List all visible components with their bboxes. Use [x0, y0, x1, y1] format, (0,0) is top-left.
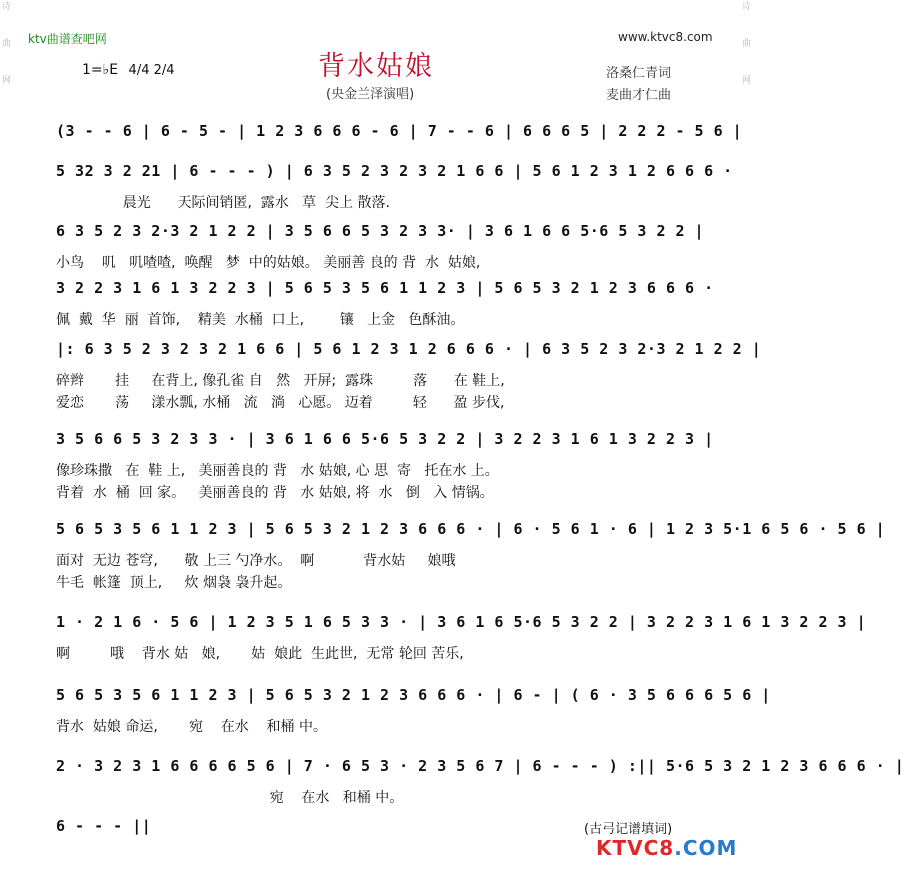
lyric-line: 背水 姑娘 命运, 宛 在水 和桶 中。 [56, 719, 328, 735]
time-signature: 4/4 2/4 [128, 63, 175, 78]
lyric-line: 牛毛 帐篷 顶上, 炊 烟袅 袅升起。 [56, 575, 292, 591]
notation-line: 5 6 5 3 5 6 1 1 2 3 | 5 6 5 3 2 1 2 3 6 6 6 · | 6 - | ( 6 · 3 5 6 6 6 5 6 | [56, 686, 771, 704]
watermark-char: 网 [2, 76, 12, 86]
notation-line: |: 6 3 5 2 3 2 3 2 1 6 6 | 5 6 1 2 3 1 2 6 6 6 · | 6 3 5 2 3 2·3 2 1 2 2 | [56, 340, 762, 358]
notation-line: 2 · 3 2 3 1 6 6 6 6 5 6 | 7 · 6 5 3 · 2 3 5 6 7 | 6 - - - ) :|| 5·6 5 3 2 1 2 3 6 6 6 · | [56, 757, 904, 775]
watermark-char: 曲 [742, 39, 752, 49]
lyric-line: 小鸟 叽 叽喳喳, 唤醒 梦 中的姑娘。 美丽善 良的 背 水 姑娘, [56, 255, 481, 271]
watermark-char: 诗 [2, 2, 12, 12]
lyric-line: 啊 哦 背水 姑 娘, 姑 娘此 生此世, 无常 轮回 苦乐, [56, 646, 464, 662]
notation-line: 6 - - - || [56, 817, 152, 835]
notation-line: 6 3 5 2 3 2·3 2 1 2 2 | 3 5 6 6 5 3 2 3 3· | 3 6 1 6 6 5·6 5 3 2 2 | [56, 222, 705, 240]
site-name[interactable]: ktv曲谱查吧网 [28, 32, 107, 46]
notation-line: 3 5 6 6 5 3 2 3 3 · | 3 6 1 6 6 5·6 5 3 2 2 | 3 2 2 3 1 6 1 3 2 2 3 | [56, 430, 714, 448]
watermark-char: 诗 [742, 2, 752, 12]
transcriber-credit: (古弓记谱填词) [584, 822, 673, 837]
site-logo[interactable] [596, 836, 737, 860]
lyricist-credit: 洛桑仁青词 [606, 66, 672, 81]
composer-credit: 麦曲才仁曲 [606, 88, 672, 103]
lyric-line: 爱恋 荡 漾水瓢, 水桶 流 淌 心愿。 迈着 轻 盈 步伐, [56, 395, 505, 411]
notation-line: 3 2 2 3 1 6 1 3 2 2 3 | 5 6 5 3 5 6 1 1 2 3 | 5 6 5 3 2 1 2 3 6 6 6 · [56, 279, 714, 297]
lyric-line: 背着 水 桶 回 家。 美丽善良的 背 水 姑娘, 将 水 倒 入 情锅。 [56, 485, 494, 501]
lyric-line: 面对 无边 苍穹, 敬 上三 勺净水。 啊 背水姑 娘哦 [56, 553, 456, 569]
watermark-char: 曲 [2, 39, 12, 49]
logo-text: KTVC8 [596, 836, 675, 860]
notation-line: (3 - - 6 | 6 - 5 - | 1 2 3 6 6 6 - 6 | 7 - - 6 | 6 6 6 5 | 2 2 2 - 5 6 | [56, 122, 743, 140]
watermark-char: 网 [742, 76, 752, 86]
notation-line: 1 · 2 1 6 · 5 6 | 1 2 3 5 1 6 5 3 3 · | 3 6 1 6 5·6 5 3 2 2 | 3 2 2 3 1 6 1 3 2 2 3 | [56, 613, 867, 631]
singer-credit: (央金兰泽演唱) [326, 87, 415, 102]
logo-domain: .COM [674, 836, 738, 860]
lyric-line: 像珍珠撒 在 鞋 上, 美丽善良的 背 水 姑娘, 心 思 寄 托在水 上。 [56, 463, 499, 479]
notation-line: 5 6 5 3 5 6 1 1 2 3 | 5 6 5 3 2 1 2 3 6 6 6 · | 6 · 5 6 1 · 6 | 1 2 3 5·1 6 5 6 · 5 6 | [56, 520, 886, 538]
lyric-line: 碎辫 挂 在背上, 像孔雀 自 然 开屏; 露珠 落 在 鞋上, [56, 373, 505, 389]
key-value: 1=♭E [82, 62, 119, 78]
lyric-line: 晨光 天际间销匿, 露水 草 尖上 散落. [56, 195, 390, 211]
song-title: 背水姑娘 [318, 51, 434, 82]
notation-line: 5 32 3 2 21 | 6 - - - ) | 6 3 5 2 3 2 3 2 1 6 6 | 5 6 1 2 3 1 2 6 6 6 · [56, 162, 733, 180]
site-url[interactable]: www.ktvc8.com [618, 30, 713, 44]
lyric-line: 宛 在水 和桶 中。 [56, 790, 404, 806]
lyric-line: 佩 戴 华 丽 首饰, 精美 水桶 口上, 镶 上金 色酥油。 [56, 312, 465, 328]
